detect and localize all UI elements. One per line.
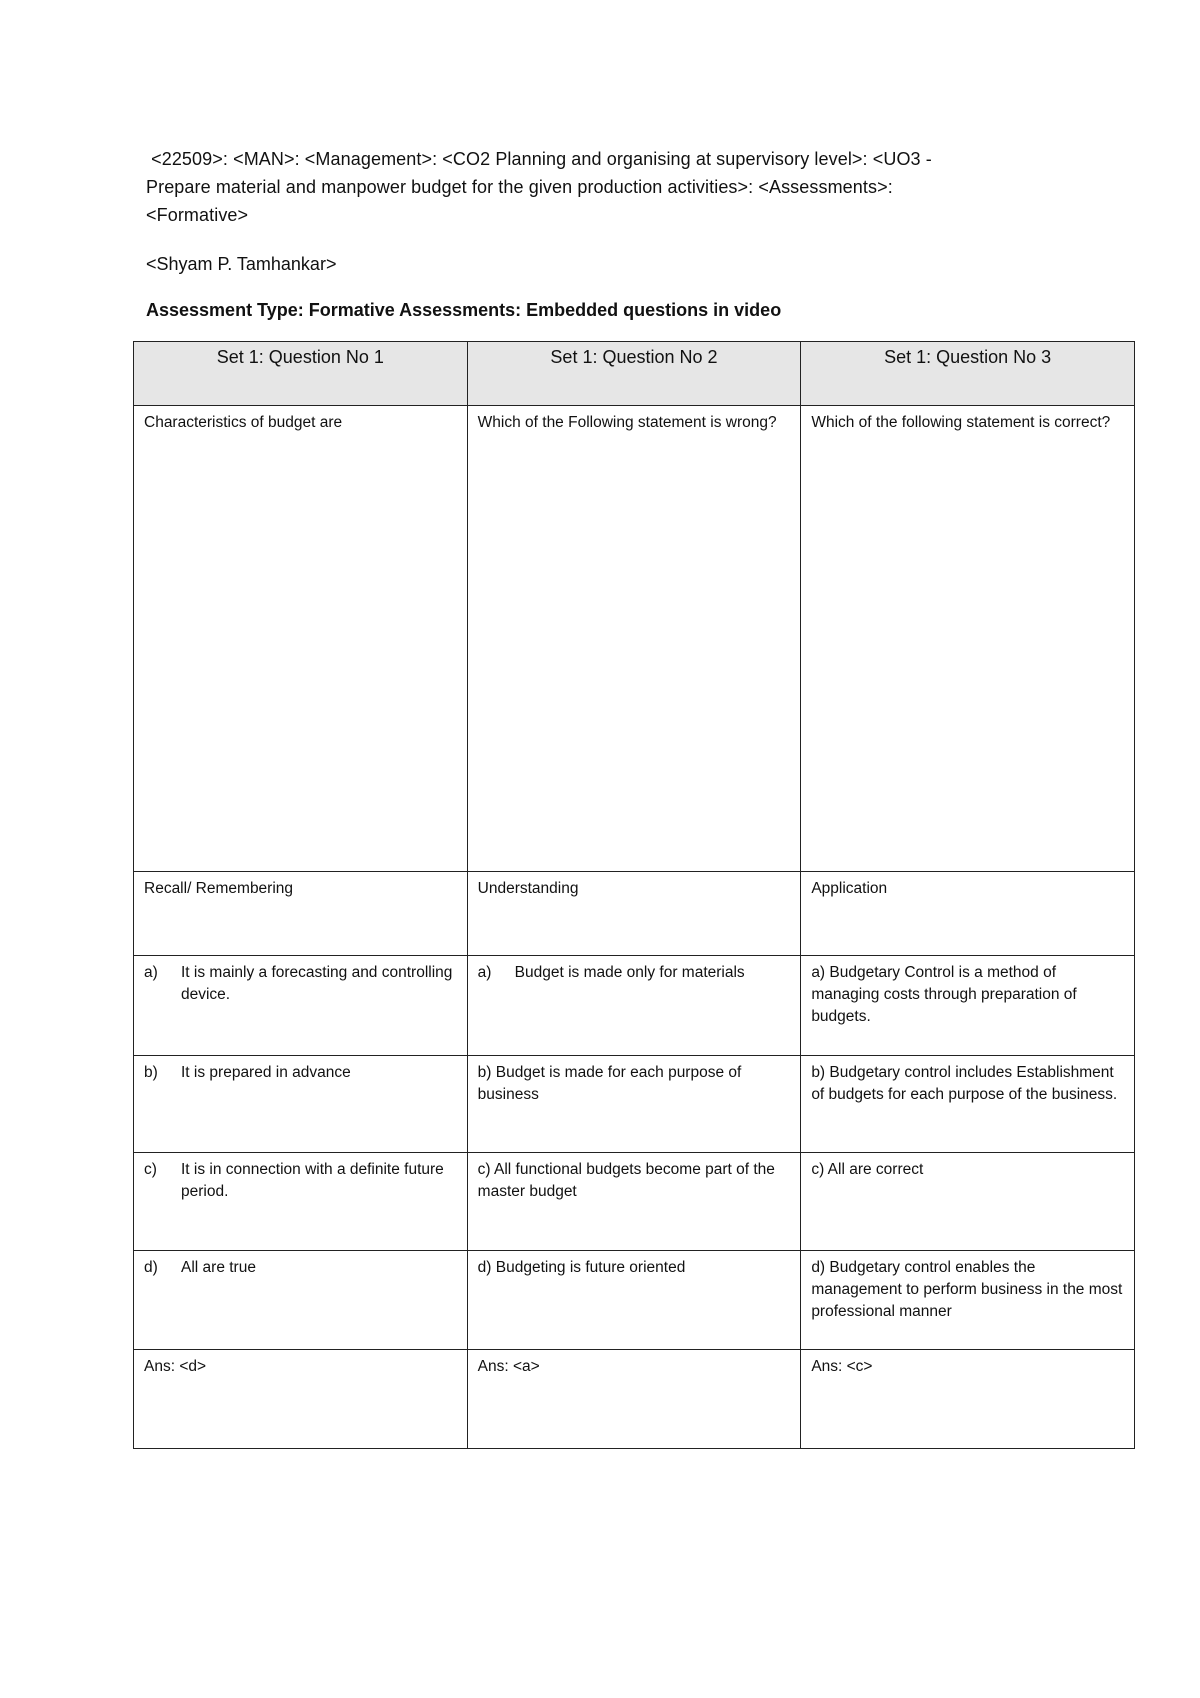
- level-q2: Understanding: [467, 872, 801, 956]
- option-d-q3: d) Budgetary control enables the management to perform business in the most professional manner: [801, 1251, 1135, 1350]
- option-letter: b): [144, 1064, 158, 1081]
- course-header-line-2: Prepare material and manpower budget for the given production activities>: <Assessments>:: [146, 177, 893, 197]
- option-text: It is in connection with a definite future period.: [181, 1161, 444, 1200]
- option-b-q2: b) Budget is made for each purpose of business: [467, 1056, 801, 1153]
- course-header-line-3: <Formative>: [146, 205, 249, 225]
- table-row-option-b: [134, 1056, 1135, 1153]
- option-c-q1: [134, 1153, 468, 1251]
- option-text: All are true: [181, 1259, 256, 1276]
- option-text: It is mainly a forecasting and controlling device.: [181, 964, 453, 1003]
- option-text: Budget is made only for materials: [514, 964, 745, 981]
- option-c-q2: c) All functional budgets become part of the master budget: [467, 1153, 801, 1251]
- answer-q2: Ans: <a>: [467, 1350, 801, 1449]
- question-table: [133, 341, 1135, 1449]
- answer-q1: Ans: <d>: [134, 1350, 468, 1449]
- table-row-option-c: [134, 1153, 1135, 1251]
- option-letter: d): [144, 1259, 158, 1276]
- assessment-type-heading: Assessment Type: Formative Assessments: Embedded questions in video: [146, 300, 782, 320]
- table-header-row: [134, 342, 1135, 406]
- level-q1: Recall/ Remembering: [134, 872, 468, 956]
- level-q3: Application: [801, 872, 1135, 956]
- table-row-option-d: [134, 1251, 1135, 1350]
- option-a-q2: [467, 956, 801, 1056]
- option-b-q3: b) Budgetary control includes Establishment of budgets for each purpose of the business.: [801, 1056, 1135, 1153]
- question-text-q1: Characteristics of budget are: [134, 406, 468, 872]
- table-row-answers: [134, 1350, 1135, 1449]
- option-text: It is prepared in advance: [181, 1064, 351, 1081]
- table-row-option-a: [134, 956, 1135, 1056]
- author-name: <Shyam P. Tamhankar>: [146, 254, 337, 274]
- question-text-q3: Which of the following statement is correct?: [801, 406, 1135, 872]
- header-cell-q2: Set 1: Question No 2: [467, 342, 801, 406]
- option-a-q3: a) Budgetary Control is a method of managing costs through preparation of budgets.: [801, 956, 1135, 1056]
- course-header: [146, 145, 1046, 229]
- question-text-q2: Which of the Following statement is wrong?: [467, 406, 801, 872]
- option-a-q1: [134, 956, 468, 1056]
- option-letter: a): [144, 964, 158, 981]
- answer-q3: Ans: <c>: [801, 1350, 1135, 1449]
- option-letter: c): [144, 1161, 157, 1178]
- option-d-q1: [134, 1251, 468, 1350]
- table-row-questions: [134, 406, 1135, 872]
- option-d-q2: d) Budgeting is future oriented: [467, 1251, 801, 1350]
- header-cell-q1: Set 1: Question No 1: [134, 342, 468, 406]
- option-letter: a): [477, 964, 492, 981]
- table-row-levels: [134, 872, 1135, 956]
- header-cell-q3: Set 1: Question No 3: [801, 342, 1135, 406]
- course-header-line-1: <22509>: <MAN>: <Management>: <CO2 Planning and organising at supervisory level>: <UO3 -: [146, 149, 932, 169]
- option-c-q3: c) All are correct: [801, 1153, 1135, 1251]
- option-b-q1: [134, 1056, 468, 1153]
